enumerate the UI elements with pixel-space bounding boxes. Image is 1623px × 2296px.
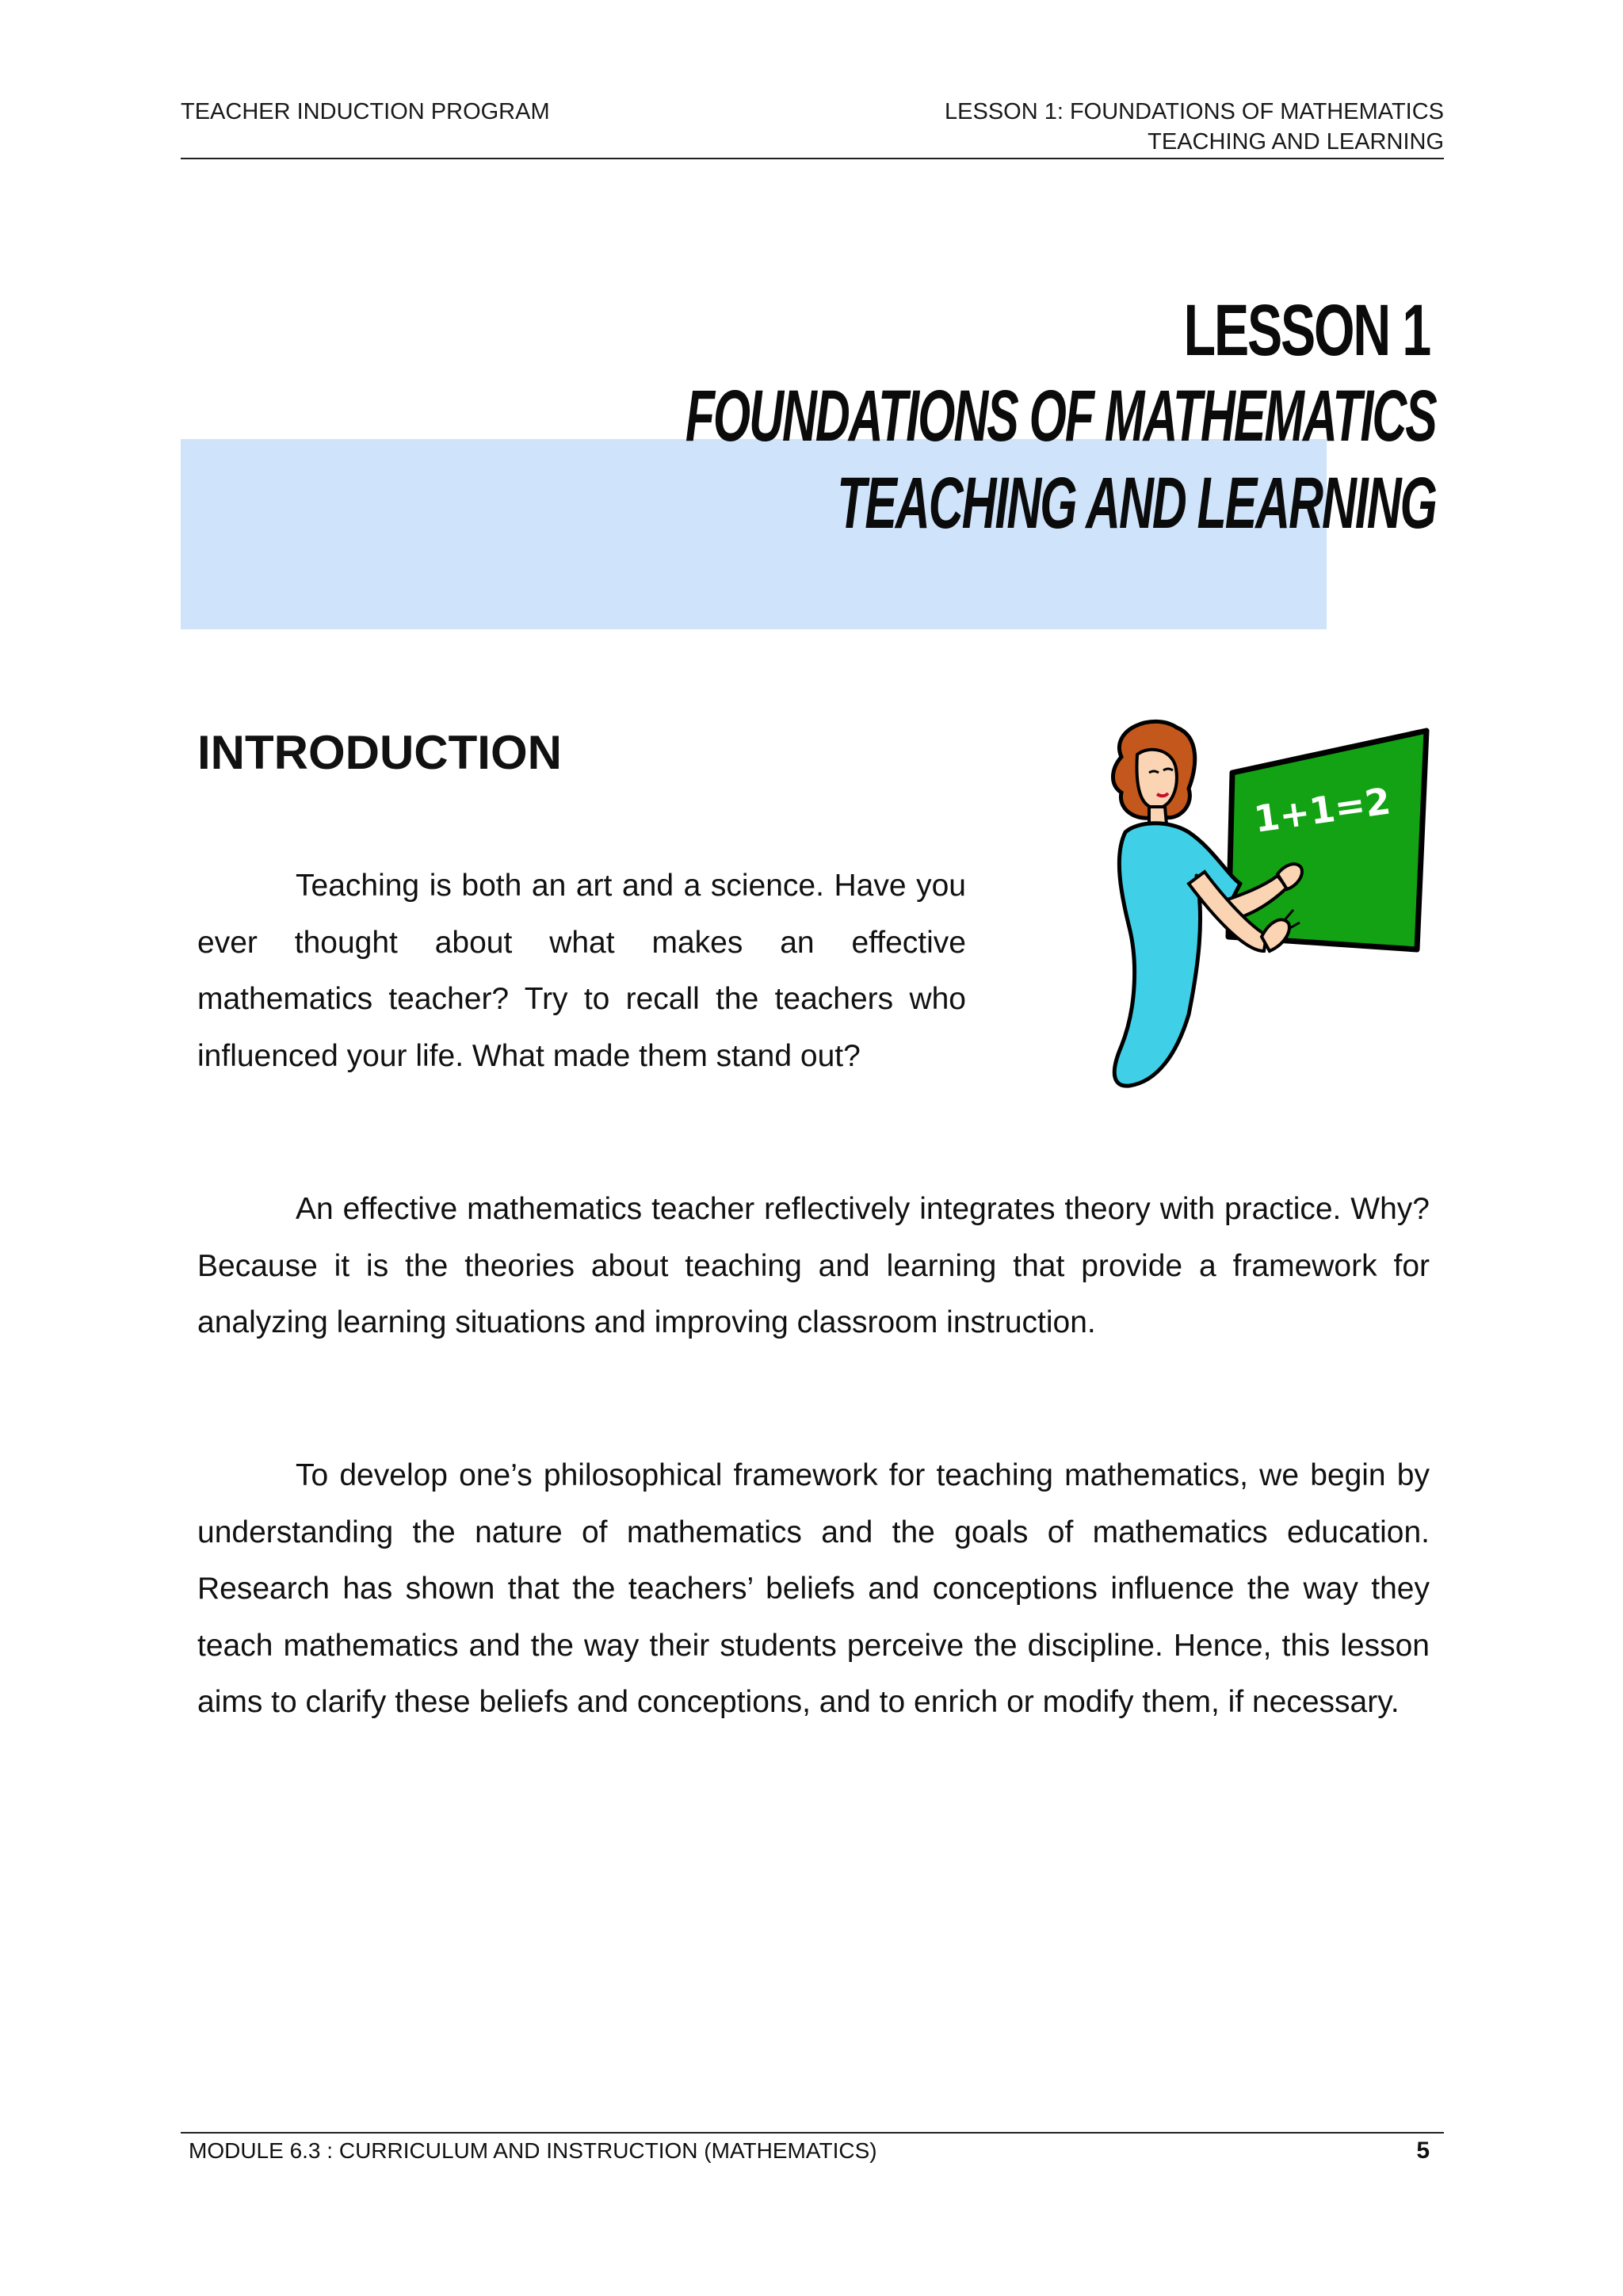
chalkboard-equation: 1+1=2 xyxy=(1251,779,1393,841)
footer-module-name: CURRICULUM AND INSTRUCTION (MATHEMATICS) xyxy=(338,2138,877,2163)
page-number: 5 xyxy=(1416,2137,1430,2164)
running-header-right xyxy=(945,97,1444,157)
teacher-face xyxy=(1136,750,1176,808)
running-header-right-line1: LESSON 1: FOUNDATIONS OF MATHEMATICS xyxy=(945,99,1444,124)
footer-module-prefix: MODULE 6.3 : xyxy=(189,2138,334,2163)
header-divider xyxy=(181,158,1444,159)
intro-paragraph-1: Teaching is both an art and a science. Have you ever thought about what makes an effective mathematics teacher? Try to recall the teachers who influenced your life. What made them stand out? xyxy=(197,869,966,1073)
teacher-at-chalkboard-icon xyxy=(1094,713,1442,1094)
introduction-heading: INTRODUCTION xyxy=(197,726,562,779)
running-header-right-line2: TEACHING AND LEARNING xyxy=(1148,129,1444,155)
lesson-title-line2: TEACHING AND LEARNING xyxy=(837,463,1436,544)
teacher-dress xyxy=(1114,823,1240,1086)
lesson-number-title: LESSON 1 xyxy=(1183,290,1430,371)
running-header-left: TEACHER INDUCTION PROGRAM xyxy=(181,99,550,124)
intro-paragraph-2: An effective mathematics teacher reflectively integrates theory with practice. Why? Because it is the theories about teaching and learning that provide a framework for analyzing learning situations and improving classroom instruction. xyxy=(197,1192,1430,1339)
intro-paragraph-3: To develop one’s philosophical framework for teaching mathematics, we begin by understanding the nature of mathematics and the goals of mathematics education. Research has shown that the teachers’ beliefs and conceptions influence the way they teach mathematics and the way their students perceive the discipline. Hence, this lesson aims to clarify these beliefs and conceptions, and to enrich or modify them, if necessary. xyxy=(197,1458,1430,1719)
footer-module-title xyxy=(189,2135,877,2167)
lesson-title-line1: FOUNDATIONS OF MATHEMATICS xyxy=(685,376,1436,457)
footer-divider xyxy=(181,2132,1444,2134)
